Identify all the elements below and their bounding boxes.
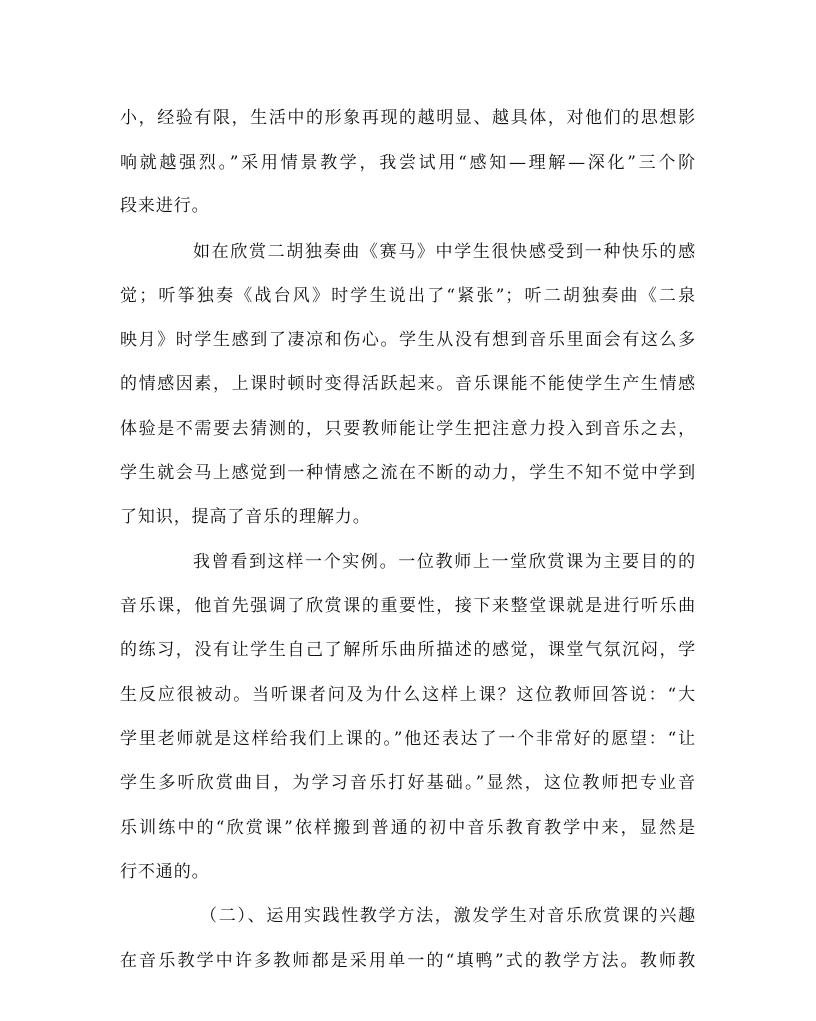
paragraph-line: 了知识，提高了音乐的理解力。 xyxy=(120,507,371,527)
paragraph-line: 段来进行。 xyxy=(120,196,210,216)
paragraph-line: 如在欣赏二胡独奏曲《赛马》中学生很快感受到一种快乐的感 xyxy=(193,242,696,262)
paragraph-line: 映月》时学生感到了凄凉和伤心。学生从没有想到音乐里面会有这么多 xyxy=(120,330,696,350)
paragraph-line: 在音乐教学中许多教师都是采用单一的“填鸭”式的教学方法。教师教 xyxy=(120,951,696,971)
paragraph-line: 觉；听筝独奏《战台风》时学生说出了“紧张”；听二胡独奏曲《二泉 xyxy=(120,286,696,306)
paragraph-line: 我曾看到这样一个实例。一位教师上一堂欣赏课为主要目的的 xyxy=(193,552,696,572)
paragraph-line: 小，经验有限，生活中的形象再现的越明显、越具体，对他们的思想影 xyxy=(120,108,696,128)
paragraph-line: 学生多听欣赏曲目，为学习音乐打好基础。”显然，这位教师把专业音 xyxy=(120,773,696,793)
paragraph-line: 音乐课，他首先强调了欣赏课的重要性，接下来整堂课就是进行听乐曲 xyxy=(120,596,696,616)
paragraph-line: 生反应很被动。当听课者问及为什么这样上课？这位教师回答说：“大 xyxy=(120,685,696,705)
section-heading: （二）、运用实践性教学方法，激发学生对音乐欣赏课的兴趣 xyxy=(200,906,696,926)
paragraph-line: 体验是不需要去猜测的，只要教师能让学生把注意力投入到音乐之去， xyxy=(120,419,696,439)
paragraph-line: 响就越强烈。”采用情景教学，我尝试用“感知—理解—深化”三个阶 xyxy=(120,153,696,173)
paragraph-line: 行不通的。 xyxy=(120,862,210,882)
paragraph-line: 学生就会马上感觉到一种情感之流在不断的动力，学生不知不觉中学到 xyxy=(120,463,696,483)
paragraph-line: 的情感因素，上课时顿时变得活跃起来。音乐课能不能使学生产生情感 xyxy=(120,374,696,394)
paragraph-line: 乐训练中的“欣赏课”依样搬到普通的初中音乐教育教学中来，显然是 xyxy=(120,818,696,838)
paragraph-line: 学里老师就是这样给我们上课的。”他还表达了一个非常好的愿望：“让 xyxy=(120,729,696,749)
paragraph-line: 的练习，没有让学生自己了解所乐曲所描述的感觉，课堂气氛沉闷，学 xyxy=(120,640,696,660)
